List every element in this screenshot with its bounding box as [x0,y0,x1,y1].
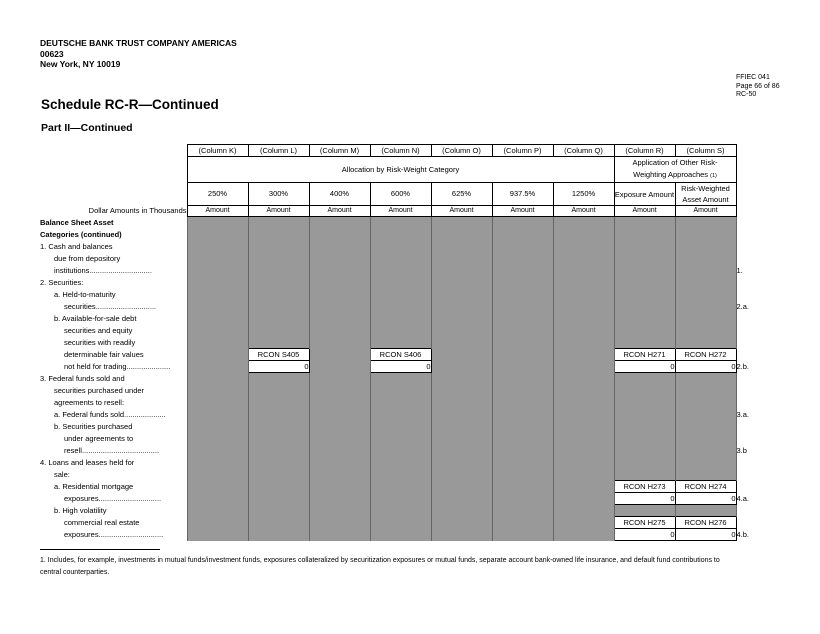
page-number: Page 66 of 86 [736,82,780,90]
row-label: exposures............................... [64,529,164,539]
line-number: 3.b [736,445,747,455]
row-label: securities with readily [64,337,136,347]
row-label: securities and equity [64,325,133,335]
amount-label: Amount [370,206,431,217]
column-l-header: (Column L) [248,145,309,157]
row-label: securities............................. [64,301,157,311]
line-number: 2.b. [736,361,750,371]
amount-label: Amount [431,206,492,217]
column-o-header: (Column O) [431,145,492,157]
row-label-text: not held for trading [64,361,127,371]
row-label: agreements to resell: [54,397,125,407]
column-p-header: (Column P) [492,145,553,157]
rcon-h276-value[interactable]: 0 [675,529,736,541]
application-group-header [614,157,736,183]
row-label-text: a. Federal funds sold [54,409,125,419]
row-label: determinable fair values [64,349,144,359]
schedule-table [40,144,758,541]
row-label: a. Federal funds sold.................... [54,409,166,419]
rcon-s406-value[interactable]: 0 [370,361,431,373]
row-label-text: resell [64,445,82,455]
row-label-text: institutions [54,265,90,275]
bank-address: New York, NY 10019 [40,59,121,69]
row-label: 3. Federal funds sold and [40,373,125,383]
exposure-amount-header: Exposure Amount [614,183,675,206]
row-label: b. Securities purchased [54,421,133,431]
row-label: commercial real estate [64,517,140,527]
amount-label: Amount [614,206,675,217]
column-q-header: (Column Q) [553,145,614,157]
rcon-h274-value[interactable]: 0 [675,493,736,505]
line-number: 2.a. [736,301,750,311]
dollar-amounts-label: Dollar Amounts in Thousands [88,206,187,215]
footnote-ref: (1) [710,173,717,179]
weight-400: 400% [309,183,370,206]
rcon-h274-code: RCON H274 [675,481,736,493]
rcon-s405-code: RCON S405 [248,349,309,361]
amount-label: Amount [248,206,309,217]
row-label: institutions.............................. [54,265,152,275]
rwa-amount-header: Risk-Weighted Asset Amount [675,183,736,206]
allocation-group-header: Allocation by Risk-Weight Category [187,157,614,183]
amount-label: Amount [553,206,614,217]
line-number: 4.b. [736,529,750,539]
row-label: under agreements to [64,433,134,443]
footnote-text: 1. Includes, for example, investments in mutual funds/investment funds, exposures collateralized by securitization exposures or mutual funds, separate account bank-owned life insurance, and default fund contributions to central counterparties. [40,557,720,576]
line-number: 4.a. [736,493,750,503]
row-label: not held for trading..................... [64,361,171,371]
column-n-header: (Column N) [370,145,431,157]
column-s-header: (Column S) [675,145,736,157]
rcon-h273-code: RCON H273 [614,481,675,493]
weight-1250: 1250% [553,183,614,206]
weight-250: 250% [187,183,248,206]
bank-header [40,38,237,70]
row-label: 4. Loans and leases held for [40,457,135,467]
row-label-text: securities [64,301,96,311]
amount-label: Amount [309,206,370,217]
amount-label: Amount [492,206,553,217]
row-label: securities purchased under [54,385,145,395]
rcon-h276-code: RCON H276 [675,517,736,529]
row-label-text: exposures [64,493,99,503]
rcon-h273-value[interactable]: 0 [614,493,675,505]
row-label: 2. Securities: [40,277,84,287]
column-m-header: (Column M) [309,145,370,157]
line-number: 1. [736,265,743,275]
row-label: sale: [54,469,70,479]
column-k-header: (Column K) [187,145,248,157]
form-identifier [736,74,780,100]
rcon-h275-value[interactable]: 0 [614,529,675,541]
row-label: 1. Cash and balances [40,241,113,251]
column-r-header: (Column R) [614,145,675,157]
row-label-text: exposures [64,529,99,539]
row-label: b. High volatility [54,505,107,515]
row-label: resell..................................... [64,445,160,455]
application-group-label: Application of Other Risk-Weighting Approaches [632,158,718,179]
amount-label: Amount [675,206,736,217]
row-label: a. Held-to-maturity [54,289,116,299]
rcon-s406-code: RCON S406 [370,349,431,361]
rcon-h271-value[interactable]: 0 [614,361,675,373]
row-label: a. Residential mortgage [54,481,134,491]
weight-937-5: 937.5% [492,183,553,206]
header-spacer [40,145,187,157]
rcon-h275-code: RCON H275 [614,517,675,529]
line-number: 3.a. [736,409,750,419]
page-title: Schedule RC-R—Continued [41,97,219,112]
rcon-h272-code: RCON H272 [675,349,736,361]
rcon-h272-value[interactable]: 0 [675,361,736,373]
weight-600: 600% [370,183,431,206]
rcon-s405-value[interactable]: 0 [248,361,309,373]
row-label: exposures.............................. [64,493,162,503]
weight-300: 300% [248,183,309,206]
section-title: Balance Sheet Asset [40,217,114,227]
section-title: Categories (continued) [40,229,122,239]
page-subtitle: Part II—Continued [41,122,133,134]
weight-625: 625% [431,183,492,206]
row-label: due from depository [54,253,121,263]
bank-name: DEUTSCHE BANK TRUST COMPANY AMERICAS [40,38,237,48]
form-name: FFIEC 041 [736,74,770,81]
amount-label: Amount [187,206,248,217]
bank-id: 00623 [40,48,64,59]
footnote-divider [40,549,160,550]
page-code: RC-50 [736,91,757,98]
row-label: b. Available-for-sale debt [54,313,137,323]
rcon-h271-code: RCON H271 [614,349,675,361]
